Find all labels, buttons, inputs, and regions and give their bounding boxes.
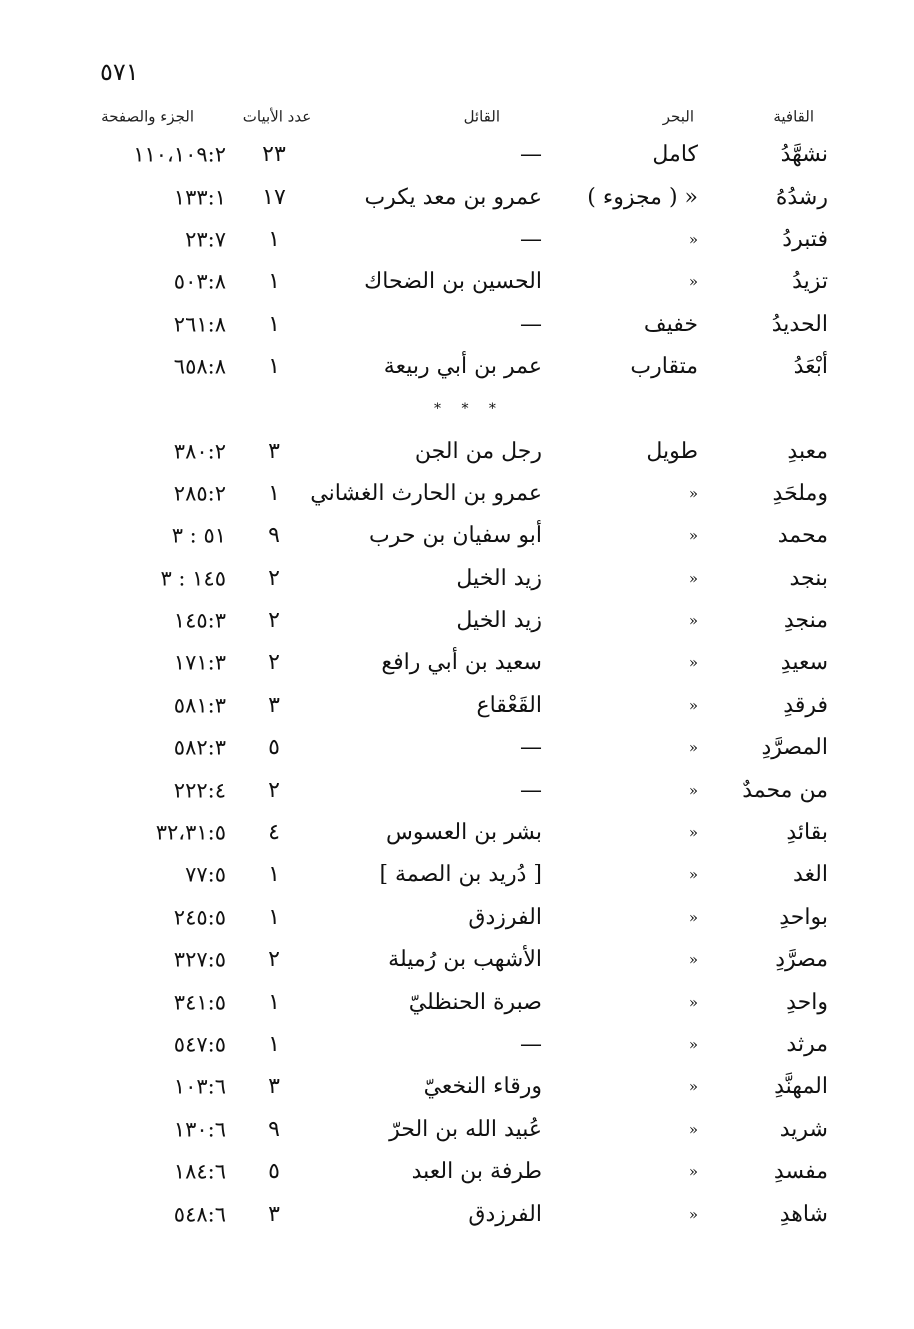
table-row bbox=[0, 261, 914, 303]
ref-cell: ٢٨٥:٢ bbox=[173, 481, 226, 506]
meter-cell: « bbox=[688, 230, 698, 249]
meter-cell: طويل bbox=[646, 438, 698, 464]
meter-cell: كامل bbox=[652, 142, 698, 168]
meter-cell: « bbox=[688, 272, 698, 291]
poet-cell: — bbox=[520, 226, 542, 252]
rhyme-cell: منجدِ bbox=[783, 608, 828, 634]
meter-cell: « bbox=[688, 569, 698, 588]
table-row bbox=[0, 642, 914, 684]
count-cell: ١ bbox=[268, 354, 280, 380]
table-row bbox=[0, 1109, 914, 1151]
ref-cell: ٣٤١:٥ bbox=[173, 990, 226, 1015]
meter-cell: « bbox=[688, 526, 698, 545]
table-row bbox=[0, 558, 914, 600]
poet-cell: بشر بن العسوس bbox=[385, 820, 542, 846]
table-header bbox=[0, 104, 914, 130]
ref-cell: ٢٦١:٨ bbox=[173, 312, 226, 337]
index-table bbox=[0, 134, 914, 1236]
table-row bbox=[0, 515, 914, 557]
poet-cell: صبرة الحنظليّ bbox=[408, 989, 542, 1015]
count-cell: ١ bbox=[268, 1032, 280, 1057]
poet-cell: زيد الخيل bbox=[456, 608, 542, 634]
meter-cell: « bbox=[688, 738, 698, 757]
table-row bbox=[0, 769, 914, 811]
ref-cell: ١٤٥ : ٣ bbox=[160, 566, 226, 591]
count-cell: ٣ bbox=[268, 1201, 280, 1227]
meter-cell: « bbox=[688, 1077, 698, 1096]
header-poet: القائل bbox=[463, 107, 500, 126]
table-row bbox=[0, 1151, 914, 1193]
ref-cell: ٥٨٢:٣ bbox=[173, 735, 226, 760]
ref-cell: ١٤٥:٣ bbox=[173, 608, 226, 633]
count-cell: ٢ bbox=[268, 777, 280, 803]
table-row bbox=[0, 685, 914, 727]
meter-cell: « bbox=[688, 611, 698, 630]
count-cell: ١ bbox=[268, 480, 280, 506]
meter-cell: « bbox=[688, 781, 698, 800]
poet-cell: — bbox=[520, 142, 542, 168]
poet-cell: عمرو بن معد يكرب bbox=[364, 184, 542, 210]
count-cell: ١ bbox=[268, 904, 280, 930]
meter-cell: خفيف bbox=[643, 311, 698, 337]
poet-cell: — bbox=[520, 311, 542, 337]
poet-cell: عمرو بن الحارث الغشاني bbox=[310, 480, 542, 506]
rhyme-cell: أبْعَدُ bbox=[793, 354, 828, 380]
table-row bbox=[0, 134, 914, 176]
meter-cell: « bbox=[688, 653, 698, 672]
rhyme-cell: محمد bbox=[777, 523, 828, 549]
header-count: عدد الأبيات bbox=[242, 107, 312, 126]
meter-cell: « bbox=[688, 484, 698, 503]
ref-cell: ٥٤٧:٥ bbox=[173, 1032, 226, 1057]
ref-cell: ٦٥٨:٨ bbox=[173, 354, 226, 379]
poet-cell: طرفة بن العبد bbox=[411, 1159, 542, 1185]
rhyme-cell: من محمدٌ bbox=[742, 777, 828, 803]
ref-cell: ٣٨٠:٢ bbox=[173, 439, 226, 464]
rhyme-cell: فتبردُ bbox=[782, 226, 828, 252]
ref-cell: ٥٠٣:٨ bbox=[173, 269, 226, 294]
meter-cell: « bbox=[688, 1120, 698, 1139]
count-cell: ٢ bbox=[268, 947, 280, 973]
ref-cell: ٥١ : ٣ bbox=[171, 523, 226, 548]
count-cell: ٩ bbox=[268, 523, 280, 549]
meter-cell: « bbox=[688, 823, 698, 842]
rhyme-cell: بواحدِ bbox=[779, 904, 828, 930]
rhyme-cell: رشدُهُ bbox=[775, 184, 828, 210]
header-ref: الجزء والصفحة bbox=[101, 107, 194, 126]
ref-cell: ٢٤٥:٥ bbox=[173, 905, 226, 930]
poet-cell: ورقاء النخعيّ bbox=[423, 1074, 542, 1100]
ref-cell: ١٣٠:٦ bbox=[173, 1117, 226, 1142]
poet-cell: رجل من الجن bbox=[414, 438, 542, 464]
count-cell: ١ bbox=[268, 989, 280, 1015]
rhyme-cell: وملحَدِ bbox=[772, 480, 828, 506]
count-cell: ٢ bbox=[268, 565, 280, 591]
ref-cell: ٢٣:٧ bbox=[185, 227, 226, 252]
count-cell: ٢ bbox=[268, 608, 280, 634]
poet-cell: الفرزدق bbox=[468, 904, 542, 930]
rhyme-cell: سعيدِ bbox=[780, 650, 828, 676]
count-cell: ٣ bbox=[268, 438, 280, 464]
rhyme-cell: نشهَّدُ bbox=[780, 142, 828, 168]
meter-cell: « bbox=[688, 908, 698, 927]
page-number: ٥٧١ bbox=[100, 58, 139, 86]
table-row bbox=[0, 600, 914, 642]
table-row bbox=[0, 430, 914, 472]
table-row bbox=[0, 219, 914, 261]
count-cell: ١ bbox=[268, 862, 280, 888]
count-cell: ٣ bbox=[268, 1074, 280, 1100]
poet-cell: الفرزدق bbox=[468, 1201, 542, 1227]
table-row bbox=[0, 1066, 914, 1108]
ref-cell: ٣٢٧:٥ bbox=[173, 947, 226, 972]
rhyme-cell: تزيدُ bbox=[792, 269, 828, 295]
count-cell: ١٧ bbox=[262, 184, 286, 210]
ref-cell: ١٨٤:٦ bbox=[173, 1159, 226, 1184]
ref-cell: ١٠٣:٦ bbox=[173, 1074, 226, 1099]
count-cell: ١ bbox=[268, 311, 280, 337]
count-cell: ٩ bbox=[268, 1116, 280, 1142]
ref-cell: ٥٨١:٣ bbox=[173, 693, 226, 718]
ref-cell: ١١٠،١٠٩:٢ bbox=[133, 142, 226, 167]
count-cell: ٣ bbox=[268, 692, 280, 718]
rhyme-cell: فرقدِ bbox=[783, 692, 828, 718]
rhyme-cell: مرثد bbox=[786, 1032, 828, 1057]
meter-cell: « ( مجزوء ) bbox=[587, 184, 698, 210]
ref-cell: ١٣٣:١ bbox=[173, 185, 226, 210]
count-cell: ١ bbox=[268, 269, 280, 295]
count-cell: ١ bbox=[268, 226, 280, 252]
poet-cell: أبو سفيان بن حرب bbox=[369, 523, 542, 549]
poet-cell: — bbox=[520, 777, 542, 803]
count-cell: ٥ bbox=[268, 1159, 280, 1185]
meter-cell: « bbox=[688, 696, 698, 715]
poet-cell: القَعْقاع bbox=[476, 692, 542, 718]
table-row bbox=[0, 473, 914, 515]
ref-cell: ١٧١:٣ bbox=[173, 650, 226, 675]
poet-cell: — bbox=[520, 1032, 542, 1057]
table-row bbox=[0, 981, 914, 1023]
rhyme-cell: مفسدِ bbox=[773, 1159, 828, 1185]
meter-cell: متقارب bbox=[630, 354, 698, 380]
poet-cell: الحسين بن الضحاك bbox=[364, 269, 542, 295]
count-cell: ٢ bbox=[268, 650, 280, 676]
rhyme-cell: مصرَّدِ bbox=[775, 947, 828, 973]
table-row bbox=[0, 1193, 914, 1235]
table-row bbox=[0, 939, 914, 981]
poet-cell: عُبيد الله بن الحرّ bbox=[389, 1116, 542, 1142]
header-rhyme: القافية bbox=[773, 107, 814, 126]
table-row bbox=[0, 897, 914, 939]
rhyme-cell: المصرَّدِ bbox=[761, 735, 828, 761]
separator-stars: * * * bbox=[434, 401, 504, 418]
ref-cell: ٧٧:٥ bbox=[185, 862, 226, 887]
meter-cell: « bbox=[688, 1162, 698, 1181]
meter-cell: « bbox=[688, 1035, 698, 1054]
table-row bbox=[0, 854, 914, 896]
poet-cell: زيد الخيل bbox=[456, 565, 542, 591]
poet-cell: عمر بن أبي ربيعة bbox=[383, 354, 542, 380]
meter-cell: « bbox=[688, 1205, 698, 1224]
rhyme-cell: المهنَّدِ bbox=[774, 1074, 828, 1100]
count-cell: ٥ bbox=[268, 735, 280, 761]
table-row bbox=[0, 727, 914, 769]
rhyme-cell: واحدِ bbox=[786, 989, 828, 1015]
rhyme-cell: شريد bbox=[779, 1116, 828, 1142]
ref-cell: ٢٢٢:٤ bbox=[173, 778, 226, 803]
table-row bbox=[0, 812, 914, 854]
rhyme-cell: معبدِ bbox=[787, 438, 828, 464]
count-cell: ٢٣ bbox=[262, 142, 286, 168]
meter-cell: « bbox=[688, 950, 698, 969]
table-row bbox=[0, 346, 914, 388]
poet-cell: سعيد بن أبي رافع bbox=[381, 650, 542, 676]
table-row bbox=[0, 176, 914, 218]
poet-cell: — bbox=[520, 735, 542, 761]
count-cell: ٤ bbox=[268, 820, 280, 846]
poet-cell: [ دُريد بن الصمة ] bbox=[379, 862, 542, 888]
table-row bbox=[0, 1024, 914, 1066]
ref-cell: ٣٢،٣١:٥ bbox=[155, 820, 226, 845]
rhyme-cell: بنجد bbox=[789, 565, 828, 591]
section-separator bbox=[0, 388, 914, 430]
rhyme-cell: الغد bbox=[793, 862, 828, 888]
ref-cell: ٥٤٨:٦ bbox=[173, 1202, 226, 1227]
header-meter: البحر bbox=[662, 107, 694, 126]
meter-cell: « bbox=[688, 993, 698, 1012]
poet-cell: الأشهب بن رُميلة bbox=[388, 947, 542, 973]
meter-cell: « bbox=[688, 865, 698, 884]
rhyme-cell: الحديدُ bbox=[771, 311, 828, 337]
table-row bbox=[0, 304, 914, 346]
rhyme-cell: بقائدِ bbox=[786, 820, 828, 846]
rhyme-cell: شاهدِ bbox=[779, 1201, 828, 1227]
